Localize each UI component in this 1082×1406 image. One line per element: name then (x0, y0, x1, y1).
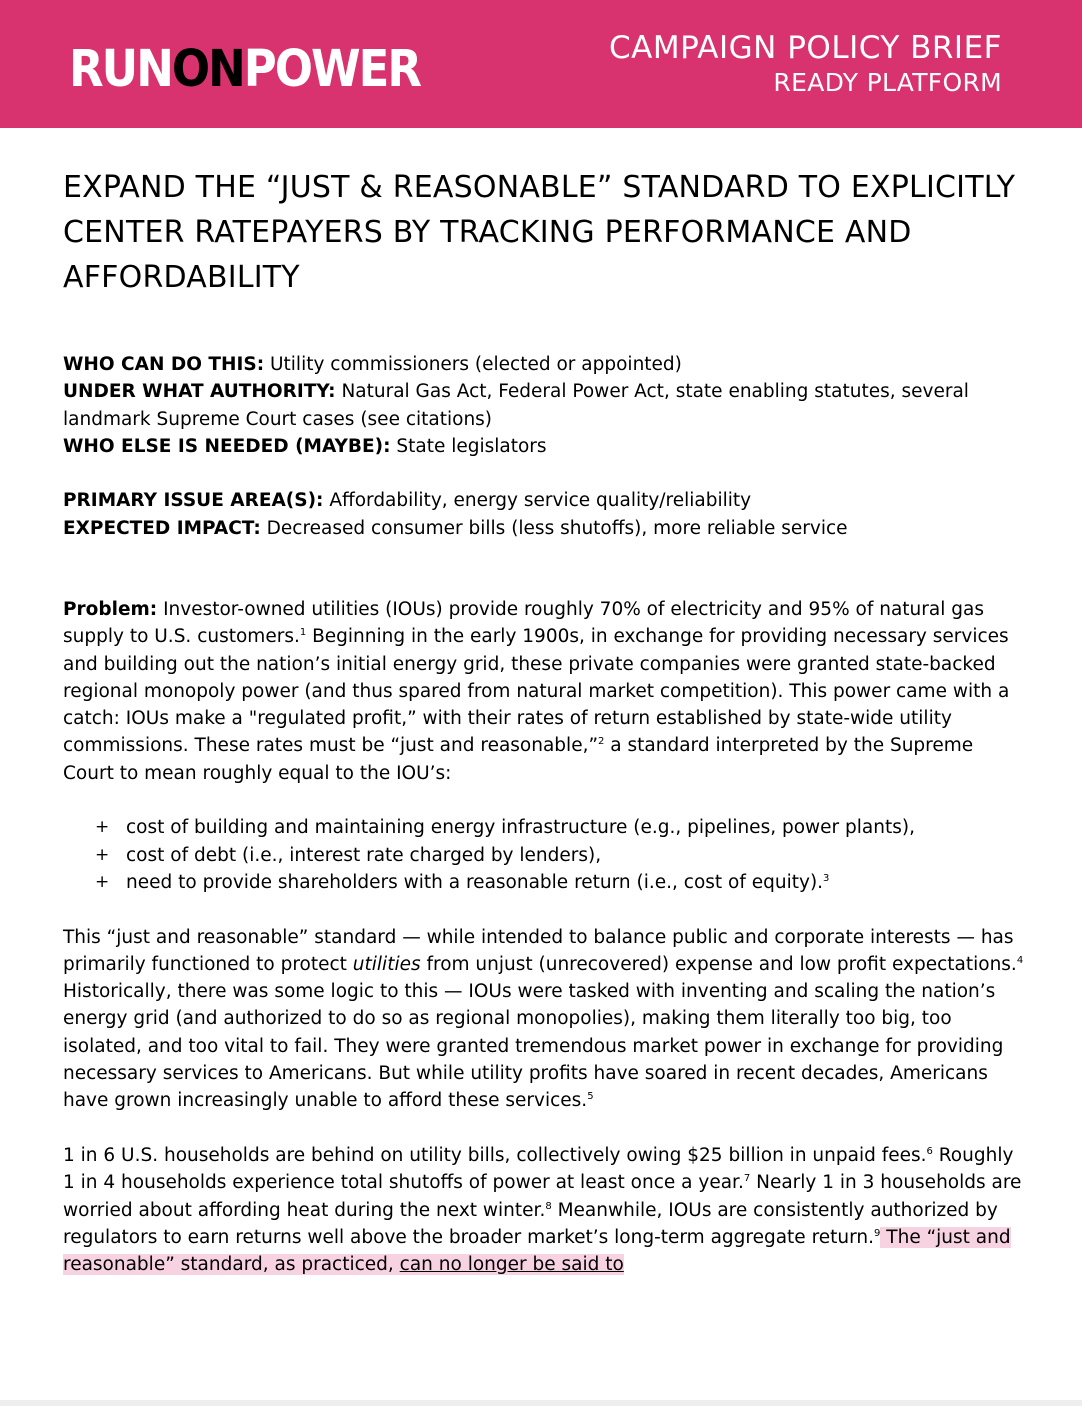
history-text-c: Historically, there was some logic to this — IOUs were tasked with inventing and scaling the nation’s energy grid (and authorized to do so as regional monopolies), making them literally too big, too isolated, and too vital to fail. They were granted tremendous market power in exchange for providing necessary services to Americans. But while utility profits have soared in recent decades, Americans have grown increasingly unable to afford these services. (63, 981, 1004, 1112)
list-item (63, 869, 1025, 896)
body-text (63, 596, 1025, 1278)
meta-issue (63, 487, 1023, 514)
stats-text-a: 1 in 6 U.S. households are behind on utility bills, collectively owing $25 billion in unpaid fees. (63, 1144, 927, 1166)
list-item-text: cost of debt (i.e., interest rate charged by lenders), (126, 844, 602, 866)
meta-who-value: Utility commissioners (elected or appointed) (264, 354, 682, 375)
logo-on: ON (171, 39, 244, 99)
page-edge (0, 1400, 1082, 1406)
meta-impact-label: EXPECTED IMPACT: (63, 517, 261, 539)
history-text-b: from unjust (unrecovered) expense and low profit expectations. (420, 953, 1017, 975)
plus-icon: + (95, 817, 110, 838)
highlighted-text: The “just and reasonable” standard, as practiced, (63, 1226, 1011, 1276)
plus-icon: + (95, 844, 110, 865)
stats-paragraph (63, 1142, 1025, 1278)
meta-impact-value: Decreased consumer bills (less shutoffs), more reliable service (260, 517, 848, 539)
header-band (0, 0, 1082, 128)
meta-issue-label: PRIMARY ISSUE AREA(S): (63, 490, 324, 512)
meta-authority (63, 378, 1023, 433)
highlighted-underlined-text: can no longer be said to (399, 1254, 624, 1276)
logo (69, 38, 420, 101)
meta-else-label: WHO ELSE IS NEEDED (MAYBE): (63, 435, 391, 457)
list-item (63, 814, 1025, 841)
problem-text-a: Investor-owned utilities (IOUs) provide roughly 70% of electricity and 95% of natural gas supply to U.S. customers. (63, 599, 984, 648)
meta-issue-value: Affordability, energy service quality/reliability (323, 490, 752, 512)
meta-authority-value: Natural Gas Act, Federal Power Act, state enabling statutes, several landmark Supreme Court cases (see citations) (63, 381, 969, 430)
page-title: EXPAND THE “JUST & REASONABLE” STANDARD TO EXPLICITLY CENTER RATEPAYERS BY TRACKING PERFORMANCE AND AFFORDABILITY (63, 170, 1016, 295)
plus-icon: + (95, 871, 110, 892)
problem-text-b: Beginning in the early 1900s, in exchange for providing necessary services and building out the nation’s initial energy grid, these private companies were granted state-backed regional monopoly power (and thus spared from natural market competition). This power came with a catch: IOUs make a "regulated profit,” with their rates of return established by state-wide utility commissions. These rates must be “just and reasonable,” (63, 626, 1010, 757)
footnote-ref: 4 (1016, 954, 1024, 966)
footnote-ref: 3 (823, 872, 830, 884)
paragraph-spacer (63, 1115, 1025, 1142)
footnote-ref: 1 (299, 627, 307, 639)
list-item-text: cost of building and maintaining energy infrastructure (e.g., pipelines, power plants), (126, 817, 915, 839)
header-labels (609, 28, 1002, 98)
platform-label: READY PLATFORM (773, 68, 1002, 97)
logo-power: POWER (243, 39, 421, 99)
meta-block (63, 351, 1023, 542)
cost-list (63, 814, 1025, 896)
meta-who (63, 351, 1023, 378)
logo-run: RUN (69, 39, 172, 99)
paragraph-spacer (63, 896, 1025, 923)
paragraph-spacer (63, 787, 1025, 814)
history-paragraph (63, 924, 1025, 1115)
footnote-ref: 8 (545, 1200, 552, 1212)
problem-paragraph (63, 596, 1025, 787)
footnote-ref: 2 (598, 736, 605, 748)
stats-text-c: Nearly 1 in 3 households are worried about affording heat during the next winter. (63, 1172, 1022, 1221)
stats-text-b: Roughly 1 in 4 households experience total shutoffs of power at least once a year. (63, 1144, 1014, 1194)
meta-who-label: WHO CAN DO THIS: (63, 354, 265, 375)
emphasis-utilities: utilities (352, 953, 421, 975)
brief-label: CAMPAIGN POLICY BRIEF (609, 30, 1002, 66)
problem-text-c: a standard interpreted by the Supreme Court to mean roughly equal to the IOU’s: (63, 735, 974, 784)
footnote-ref: 9 (874, 1227, 881, 1239)
footnote-ref: 5 (587, 1091, 594, 1103)
meta-authority-label: UNDER WHAT AUTHORITY: (63, 381, 336, 403)
list-item-text: need to provide shareholders with a reasonable return (i.e., cost of equity). (126, 871, 824, 893)
meta-else (63, 433, 1023, 460)
footnote-ref: 6 (926, 1145, 933, 1157)
problem-label: Problem: (63, 599, 158, 620)
meta-impact (63, 515, 1023, 542)
footnote-ref: 7 (743, 1173, 751, 1185)
meta-else-value: State legislators (390, 435, 547, 457)
meta-spacer (63, 460, 1023, 487)
history-text-a: This “just and reasonable” standard — while intended to balance public and corporate interests — has primarily functioned to protect (63, 926, 1014, 975)
list-item (63, 842, 1025, 869)
stats-text-d: Meanwhile, IOUs are consistently authorized by regulators to earn returns well above the broader market’s long-term aggregate return. (63, 1199, 998, 1248)
